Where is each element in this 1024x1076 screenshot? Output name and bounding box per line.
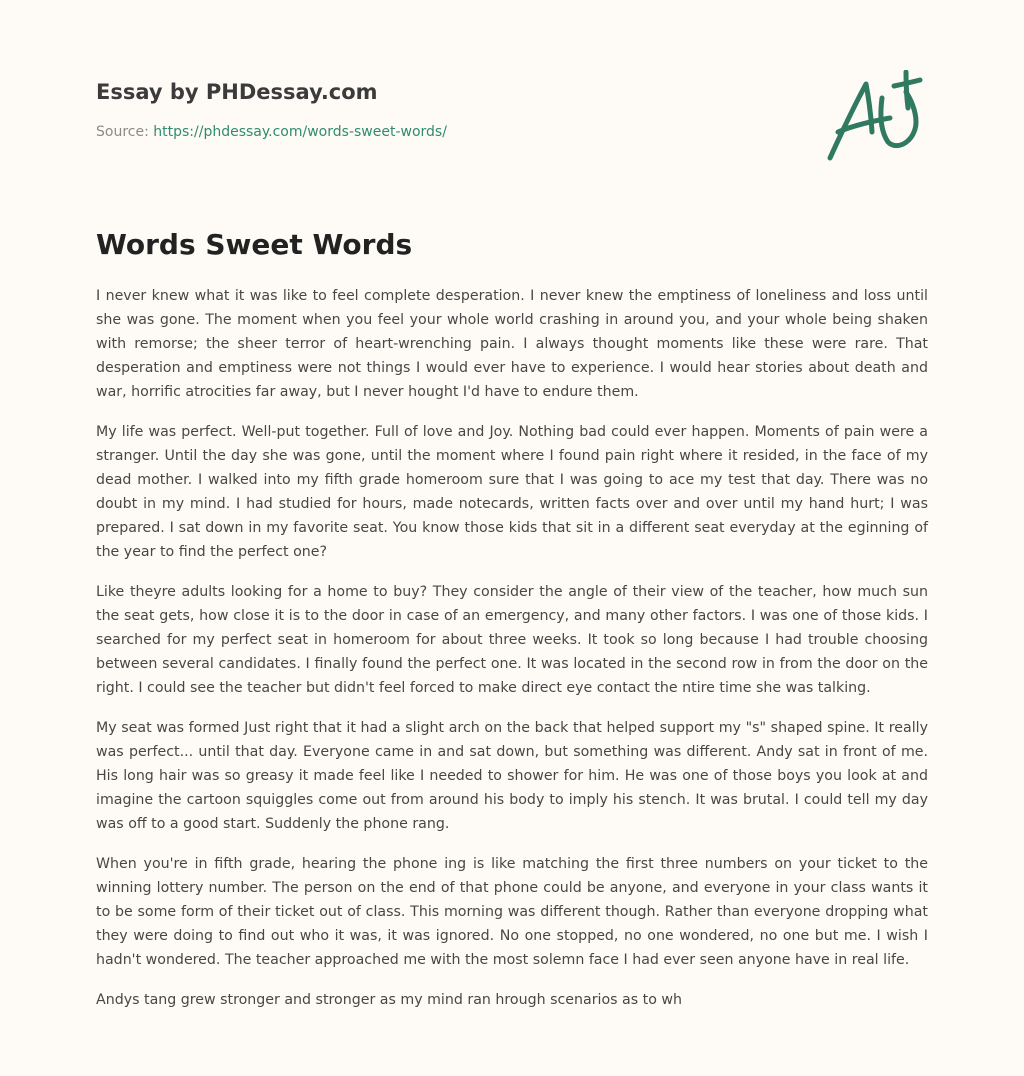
- essay-page: [96, 0, 928, 1076]
- essay-paragraph: My life was perfect. Well-put together. Full of love and Joy. Nothing bad could ever happen. Moments of pain were a stranger. Until the day she was gone, until the moment where I found pain right where it resided, in the face of my dead mother. I walked into my fifth grade homeroom sure that I was going to ace my test that day. There was no doubt in my mind. I had studied for hours, made notecards, written facts over and over until my hand hurt; I was prepared. I sat down in my favorite seat. You know those kids that sit in a different seat everyday at the eginning of the year to find the perfect one?: [96, 424, 928, 560]
- a-plus-logo-icon: [824, 70, 928, 166]
- essay-paragraph: I never knew what it was like to feel complete desperation. I never knew the emptiness of loneliness and loss until she was gone. The moment when you feel your whole world crashing in around you, and your whole being shaken with remorse; the sheer terror of heart-wrenching pain. I always thought moments like these were rare. That desperation and emptiness were not things I would ever have to experience. I would hear stories about death and war, horrific atrocities far away, but I never hought I'd have to endure them.: [96, 288, 928, 400]
- essay-paragraph: When you're in fifth grade, hearing the phone ing is like matching the first three numbers on your ticket to the winning lottery number. The person on the end of that phone could be anyone, and everyone in your class wants it to be some form of their ticket out of class. This morning was different though. Rather than everyone dropping what they were doing to find out who it was, it was ignored. No one stopped, no one wondered, no one but me. I wish I hadn't wondered. The teacher approached me with the most solemn face I had ever seen anyone have in real life.: [96, 856, 928, 968]
- essay-title: Words Sweet Words: [96, 228, 413, 261]
- page-header: [96, 70, 928, 180]
- source-line: [96, 122, 447, 142]
- source-link[interactable]: https://phdessay.com/words-sweet-words/: [153, 124, 447, 140]
- brand-title: Essay by PHDessay.com: [96, 80, 378, 104]
- essay-paragraph: Andys tang grew stronger and stronger as my mind ran hrough scenarios as to wh: [96, 992, 683, 1008]
- essay-body: [96, 284, 928, 1028]
- source-label: Source:: [96, 124, 149, 140]
- essay-paragraph: Like theyre adults looking for a home to buy? They consider the angle of their view of the teacher, how much sun the seat gets, how close it is to the door in case of an emergency, and many other factors. I was one of those kids. I searched for my perfect seat in homeroom for about three weeks. It took so long because I had trouble choosing between several candidates. I finally found the perfect one. It was located in the second row in from the door on the right. I could see the teacher but didn't feel forced to make direct eye contact the ntire time she was talking.: [96, 584, 928, 696]
- essay-paragraph: My seat was formed Just right that it had a slight arch on the back that helped support my "s" shaped spine. It really was perfect... until that day. Everyone came in and sat down, but something was different. Andy sat in front of me. His long hair was so greasy it made feel like I needed to shower for him. He was one of those boys you look at and imagine the cartoon squiggles come out from around his body to imply his stench. It was brutal. I could tell my day was off to a good start. Suddenly the phone rang.: [96, 720, 928, 832]
